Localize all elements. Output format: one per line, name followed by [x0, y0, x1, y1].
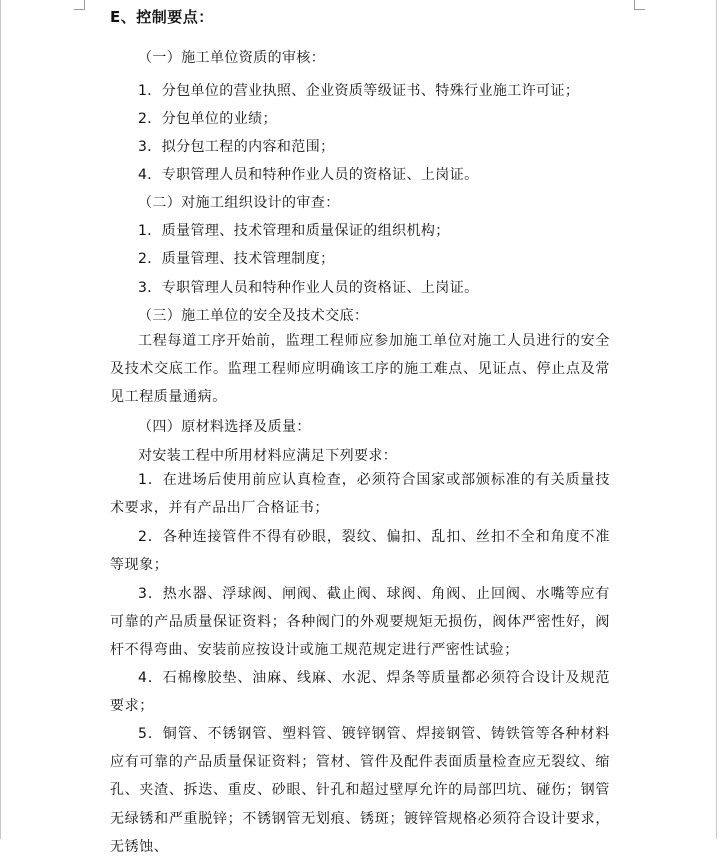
subsection-title-3: （三）施工单位的安全及技术交底：: [138, 308, 369, 324]
page-edge-right: [716, 0, 717, 839]
list-item: 3．专职管理人员和特种作业人员的资格证、上岗证。: [138, 280, 479, 296]
list-item: 4．专职管理人员和特种作业人员的资格证、上岗证。: [138, 167, 479, 183]
subsection-title-2: （二）对施工组织设计的审查：: [138, 195, 340, 211]
paragraph-safety-briefing: 工程每道工序开始前，监理工程师应参加施工单位对施工人员进行的安全及技术交底工作。监理工程师应明确该工序的施工难点、见证点、停止点及常见工程质量通病。: [110, 333, 610, 406]
list-item: 2．分包单位的业绩；: [138, 111, 277, 127]
list-item: 1．质量管理、技术管理和质量保证的组织机构；: [138, 223, 450, 239]
list-item: 3．拟分包工程的内容和范围；: [138, 139, 335, 155]
list-item: 2．质量管理、技术管理制度；: [138, 251, 335, 267]
list-item: 4．石棉橡胶垫、油麻、线麻、水泥、焊条等质量都必须符合设计及规范要求；: [110, 670, 610, 715]
section-heading: E、控制要点：: [110, 8, 214, 26]
crop-mark-top-right-h: [634, 9, 645, 10]
list-item: 1．在进场后使用前应认真检查，必须符合国家或部颁标准的有关质量技术要求，并有产品出厂合格证书；: [110, 472, 610, 517]
page-edge-left: [0, 0, 1, 839]
subsection-title-4: （四）原材料选择及质量：: [138, 419, 311, 435]
list-item: 5．铜管、不锈钢管、塑料管、镀锌钢管、焊接钢管、铸铁管等各种材料应有可靠的产品质量保证资料；管材、管件及配件表面质量检查应无裂纹、缩孔、夹渣、拆迭、重皮、砂眼、针孔和超过壁厚允许的局部凹坑、碰伤；钢管无绿锈和严重脱锌；不锈钢管无划痕、锈斑；镀锌管规格必须符合设计要求，无锈蚀、: [110, 726, 610, 855]
list-item: 3．热水器、浮球阀、闸阀、截止阀、球阀、角阀、止回阀、水嘴等应有可靠的产品质量保证资料；各种阀门的外观要规矩无损伤，阀体严密性好，阀杆不得弯曲、安装前应按设计或施工规范规定进行严密性试验；: [110, 586, 610, 659]
list-item: 2．各种连接管件不得有砂眼，裂纹、偏扣、乱扣、丝扣不全和角度不准等现象；: [110, 529, 610, 574]
subsection-title-1: （一）施工单位资质的审核：: [138, 50, 326, 66]
materials-intro: 对安装工程中所用材料应满足下列要求：: [138, 448, 398, 464]
list-item: 1．分包单位的营业执照、企业资质等级证书、特殊行业施工许可证；: [138, 83, 580, 99]
crop-mark-top-left-h: [74, 9, 85, 10]
